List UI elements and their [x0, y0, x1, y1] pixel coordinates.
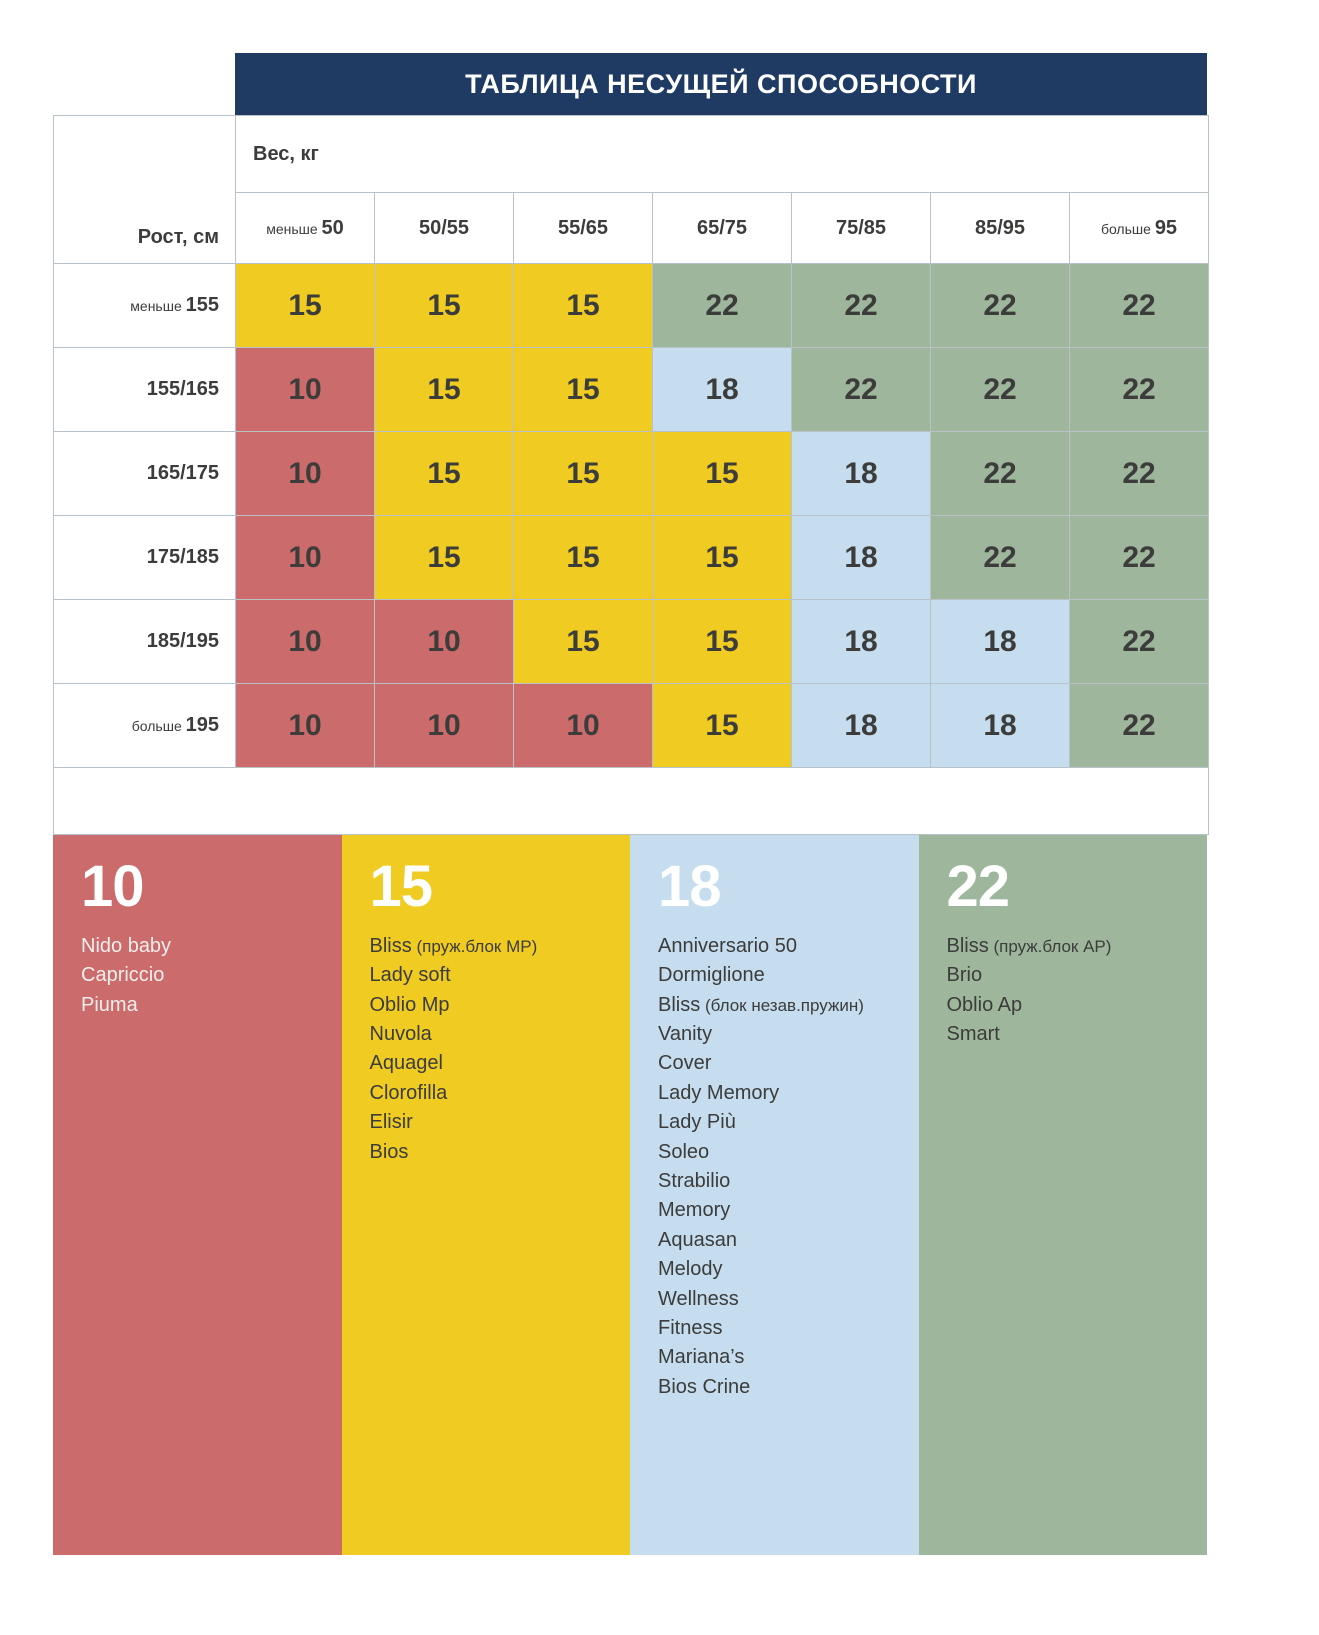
legend-item: [658, 961, 891, 990]
legend-item-name: Nido baby: [81, 934, 172, 957]
legend-item: [370, 1020, 603, 1049]
capacity-cell: 22: [653, 264, 792, 348]
legend-item: [81, 932, 314, 961]
legend-value: 10: [81, 854, 144, 919]
capacity-cell: 22: [1070, 264, 1209, 348]
legend-item: [370, 961, 603, 990]
capacity-cell: 10: [375, 684, 514, 768]
capacity-cell: 15: [653, 684, 792, 768]
legend-item-name: Nuvola: [369, 1023, 432, 1046]
capacity-cell: 18: [931, 600, 1070, 684]
capacity-cell: 10: [236, 684, 375, 768]
height-axis-label: Рост, см: [54, 116, 236, 264]
capacity-cell: 18: [792, 432, 931, 516]
legend-item-note: (блок незав.пружин): [700, 995, 864, 1015]
capacity-cell: 22: [931, 264, 1070, 348]
legend-value: 15: [369, 854, 433, 919]
legend-item-name: Soleo: [658, 1140, 710, 1163]
capacity-cell: 15: [236, 264, 375, 348]
legend-group: [630, 835, 919, 1555]
legend: [53, 835, 1207, 1555]
legend-item-name: Oblio Mp: [369, 993, 450, 1016]
height-row-header: 165/175: [54, 432, 236, 516]
legend-group: [342, 835, 631, 1555]
legend-item-name: Piuma: [81, 993, 138, 1016]
capacity-cell: 15: [375, 432, 514, 516]
capacity-cell: 15: [375, 516, 514, 600]
capacity-cell: 15: [653, 516, 792, 600]
capacity-cell: 15: [514, 516, 653, 600]
legend-item: [370, 1108, 603, 1137]
capacity-cell: 15: [653, 600, 792, 684]
table-row: [54, 264, 1209, 348]
legend-item-name: Mariana’s: [658, 1346, 745, 1369]
legend-group: [919, 835, 1208, 1555]
legend-item-name: Elisir: [369, 1111, 413, 1134]
weight-column-header: 65/75: [653, 193, 792, 264]
capacity-cell: 18: [792, 600, 931, 684]
legend-value: 18: [658, 854, 721, 919]
spacer-cell: [54, 768, 1209, 835]
capacity-cell: 18: [931, 684, 1070, 768]
capacity-cell: 22: [931, 432, 1070, 516]
height-row-header: больше 195: [54, 684, 236, 768]
weight-column-header: 50/55: [375, 193, 514, 264]
legend-item: [658, 1138, 891, 1167]
height-row-header: меньше 155: [54, 264, 236, 348]
legend-item: [658, 932, 891, 961]
legend-item-name: Melody: [658, 1258, 723, 1281]
weight-axis-label: Вес, кг: [236, 116, 1209, 193]
legend-item-name: Fitness: [658, 1316, 723, 1339]
legend-item: [370, 932, 603, 961]
capacity-cell: 10: [236, 432, 375, 516]
legend-item-name: Bliss: [658, 993, 701, 1016]
height-row-header: 175/185: [54, 516, 236, 600]
legend-item: [658, 1343, 891, 1372]
legend-item-name: Lady Più: [658, 1111, 736, 1134]
legend-item: [658, 1079, 891, 1108]
legend-item-name: Cover: [658, 1052, 712, 1075]
table-row: [54, 348, 1209, 432]
legend-item-name: Bliss: [369, 934, 412, 957]
capacity-cell: 15: [653, 432, 792, 516]
capacity-cell: 10: [375, 600, 514, 684]
table-row: [54, 684, 1209, 768]
legend-item-name: Aquasan: [658, 1228, 737, 1251]
legend-item-name: Dormiglione: [658, 964, 765, 987]
legend-item-name: Lady Memory: [658, 1081, 780, 1104]
capacity-cell: 15: [375, 264, 514, 348]
weight-column-header: меньше 50: [236, 193, 375, 264]
legend-item-name: Memory: [658, 1199, 731, 1222]
legend-item: [658, 1314, 891, 1343]
legend-item: [658, 1226, 891, 1255]
capacity-cell: 22: [1070, 600, 1209, 684]
capacity-cell: 22: [931, 348, 1070, 432]
legend-item: [81, 961, 314, 990]
table-row: [54, 600, 1209, 684]
weight-column-header: 75/85: [792, 193, 931, 264]
weight-column-header: 55/65: [514, 193, 653, 264]
legend-item: [947, 991, 1180, 1020]
legend-item: [658, 1049, 891, 1078]
legend-item-name: Oblio Ap: [946, 993, 1023, 1016]
capacity-cell: 22: [1070, 432, 1209, 516]
legend-item-name: Bios: [369, 1140, 409, 1163]
legend-item: [658, 1167, 891, 1196]
legend-item-name: Capriccio: [81, 964, 165, 987]
legend-item-name: Bliss: [946, 934, 989, 957]
capacity-cell: 18: [792, 684, 931, 768]
legend-item: [947, 961, 1180, 990]
legend-item: [947, 932, 1180, 961]
capacity-cell: 22: [792, 264, 931, 348]
table-row: [54, 516, 1209, 600]
capacity-cell: 10: [236, 348, 375, 432]
capacity-cell: 15: [375, 348, 514, 432]
legend-item: [370, 1138, 603, 1167]
legend-item: [658, 1108, 891, 1137]
legend-item-name: Lady soft: [369, 964, 451, 987]
legend-item: [658, 991, 891, 1020]
capacity-cell: 15: [514, 348, 653, 432]
legend-item-name: Anniversario 50: [658, 934, 797, 957]
legend-item: [81, 991, 314, 1020]
capacity-cell: 22: [931, 516, 1070, 600]
capacity-cell: 22: [1070, 516, 1209, 600]
legend-item-name: Wellness: [658, 1287, 739, 1310]
legend-item-note: (пруж.блок MP): [411, 936, 538, 956]
capacity-cell: 18: [653, 348, 792, 432]
legend-item: [658, 1285, 891, 1314]
weight-column-header: 85/95: [931, 193, 1070, 264]
legend-item-name: Smart: [946, 1023, 1000, 1046]
legend-item-name: Vanity: [658, 1023, 713, 1046]
legend-group: [53, 835, 342, 1555]
capacity-cell: 18: [792, 516, 931, 600]
table-row: [54, 432, 1209, 516]
capacity-cell: 10: [236, 516, 375, 600]
load-capacity-matrix: [53, 115, 1209, 835]
capacity-cell: 10: [236, 600, 375, 684]
legend-item-note: (пруж.блок AP): [988, 936, 1112, 956]
legend-item: [658, 1255, 891, 1284]
legend-item-name: Clorofilla: [369, 1081, 448, 1104]
capacity-cell: 15: [514, 432, 653, 516]
legend-item-name: Brio: [946, 964, 983, 987]
legend-item: [947, 1020, 1180, 1049]
legend-item-name: Aquagel: [369, 1052, 443, 1075]
capacity-cell: 22: [1070, 348, 1209, 432]
capacity-cell: 22: [792, 348, 931, 432]
capacity-cell: 15: [514, 264, 653, 348]
legend-item: [370, 1079, 603, 1108]
spacer-row: [54, 768, 1209, 835]
capacity-cell: 15: [514, 600, 653, 684]
legend-item: [658, 1373, 891, 1402]
weight-column-header: больше 95: [1070, 193, 1209, 264]
height-row-header: 155/165: [54, 348, 236, 432]
legend-item: [370, 991, 603, 1020]
legend-item: [370, 1049, 603, 1078]
legend-item-name: Bios Crine: [658, 1375, 751, 1398]
capacity-cell: 22: [1070, 684, 1209, 768]
page-title: ТАБЛИЦА НЕСУЩЕЙ СПОСОБНОСТИ: [235, 53, 1207, 115]
capacity-cell: 10: [514, 684, 653, 768]
legend-value: 22: [946, 854, 1010, 919]
legend-item-name: Strabilio: [658, 1170, 731, 1193]
legend-item: [658, 1020, 891, 1049]
legend-item: [658, 1196, 891, 1225]
height-row-header: 185/195: [54, 600, 236, 684]
